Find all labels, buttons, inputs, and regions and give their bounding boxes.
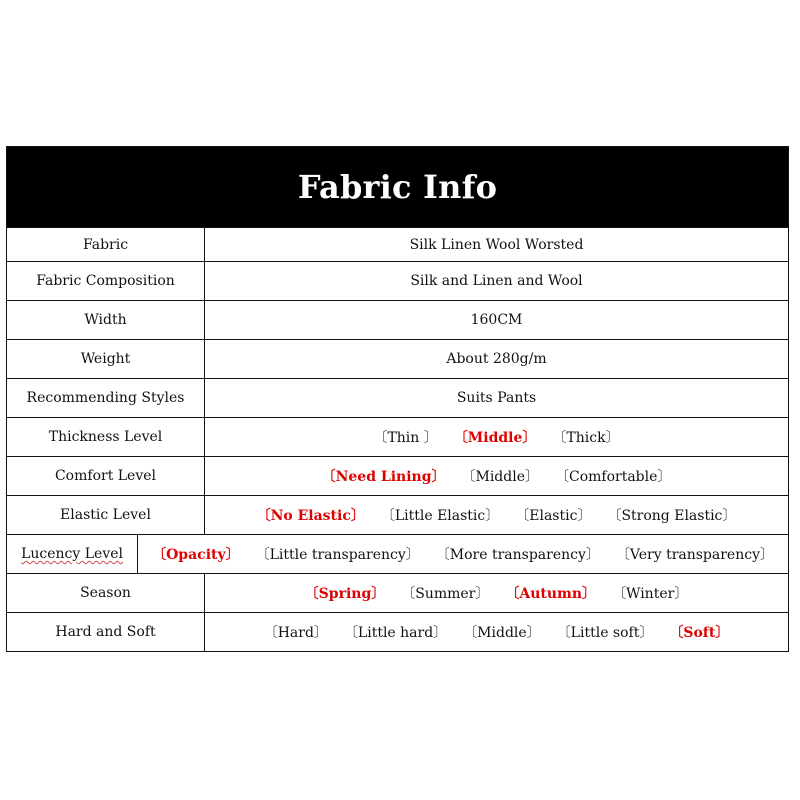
row-value (205, 496, 788, 534)
row-label-text: Width (84, 312, 127, 328)
row-label (7, 613, 205, 651)
table-row (7, 573, 788, 612)
option: 〔Little soft〕 (556, 625, 654, 641)
option-selected: 〔Opacity〕 (152, 547, 240, 563)
row-label-text: Thickness Level (48, 429, 163, 445)
option: 〔Comfortable〕 (554, 469, 672, 485)
option: 〔Little transparency〕 (255, 547, 420, 563)
row-label-text: Fabric Composition (36, 273, 175, 289)
fabric-info-table (6, 146, 789, 652)
option-selected: 〔Autumn〕 (505, 586, 597, 602)
option-selected: 〔Soft〕 (669, 625, 730, 641)
row-label-text: Comfort Level (54, 468, 157, 484)
option: 〔Elastic〕 (515, 508, 592, 524)
row-label-text: Hard and Soft (55, 624, 156, 640)
row-label (7, 228, 205, 261)
row-label-text: Lucency Level (21, 546, 124, 562)
row-value-text: Silk and Linen and Wool (410, 273, 583, 289)
row-value-text: Silk Linen Wool Worsted (409, 236, 584, 253)
row-value (205, 574, 788, 612)
row-value (205, 379, 788, 417)
table-row (7, 417, 788, 456)
table-row (7, 534, 788, 573)
row-value-text: 160CM (470, 312, 523, 328)
option: 〔Winter〕 (612, 586, 689, 602)
option: 〔Middle〕 (461, 469, 539, 485)
row-label (7, 535, 138, 573)
row-label-text: Fabric (82, 236, 129, 253)
table-row (7, 227, 788, 261)
option: 〔Thin 〕 (373, 430, 438, 446)
table-row (7, 495, 788, 534)
row-label (7, 379, 205, 417)
row-value (205, 301, 788, 339)
row-label (7, 574, 205, 612)
option: 〔Little Elastic〕 (380, 508, 500, 524)
option: 〔Very transparency〕 (615, 547, 774, 563)
row-value (205, 340, 788, 378)
option: 〔Hard〕 (263, 625, 328, 641)
option: 〔Thick〕 (552, 430, 620, 446)
row-value (205, 418, 788, 456)
table-row (7, 261, 788, 300)
row-label (7, 457, 205, 495)
row-label (7, 301, 205, 339)
option-selected: 〔Need Lining〕 (321, 469, 446, 485)
row-label-text: Elastic Level (60, 507, 151, 523)
row-label-text: Season (80, 585, 131, 601)
option: 〔Middle〕 (463, 625, 541, 641)
row-value (205, 457, 788, 495)
table-title: Fabric Info (7, 147, 788, 227)
row-label (7, 418, 205, 456)
table-row (7, 300, 788, 339)
row-label (7, 340, 205, 378)
row-value (205, 262, 788, 300)
table-row (7, 612, 788, 651)
row-label-text: Weight (80, 351, 131, 367)
table-row (7, 339, 788, 378)
option-selected: 〔No Elastic〕 (256, 508, 365, 524)
row-label-text: Recommending Styles (26, 390, 185, 406)
option: 〔More transparency〕 (435, 547, 600, 563)
row-label (7, 262, 205, 300)
row-label (7, 496, 205, 534)
table-row (7, 456, 788, 495)
option: 〔Summer〕 (401, 586, 490, 602)
row-value (205, 613, 788, 651)
option-selected: 〔Middle〕 (453, 430, 537, 446)
row-value (138, 535, 788, 573)
row-value-text: Suits Pants (456, 390, 537, 406)
row-value-text: About 280g/m (446, 351, 547, 367)
table-rows (7, 227, 788, 651)
table-row (7, 378, 788, 417)
option-selected: 〔Spring〕 (304, 586, 386, 602)
option: 〔Little hard〕 (343, 625, 448, 641)
option: 〔Strong Elastic〕 (607, 508, 737, 524)
row-value (205, 228, 788, 261)
